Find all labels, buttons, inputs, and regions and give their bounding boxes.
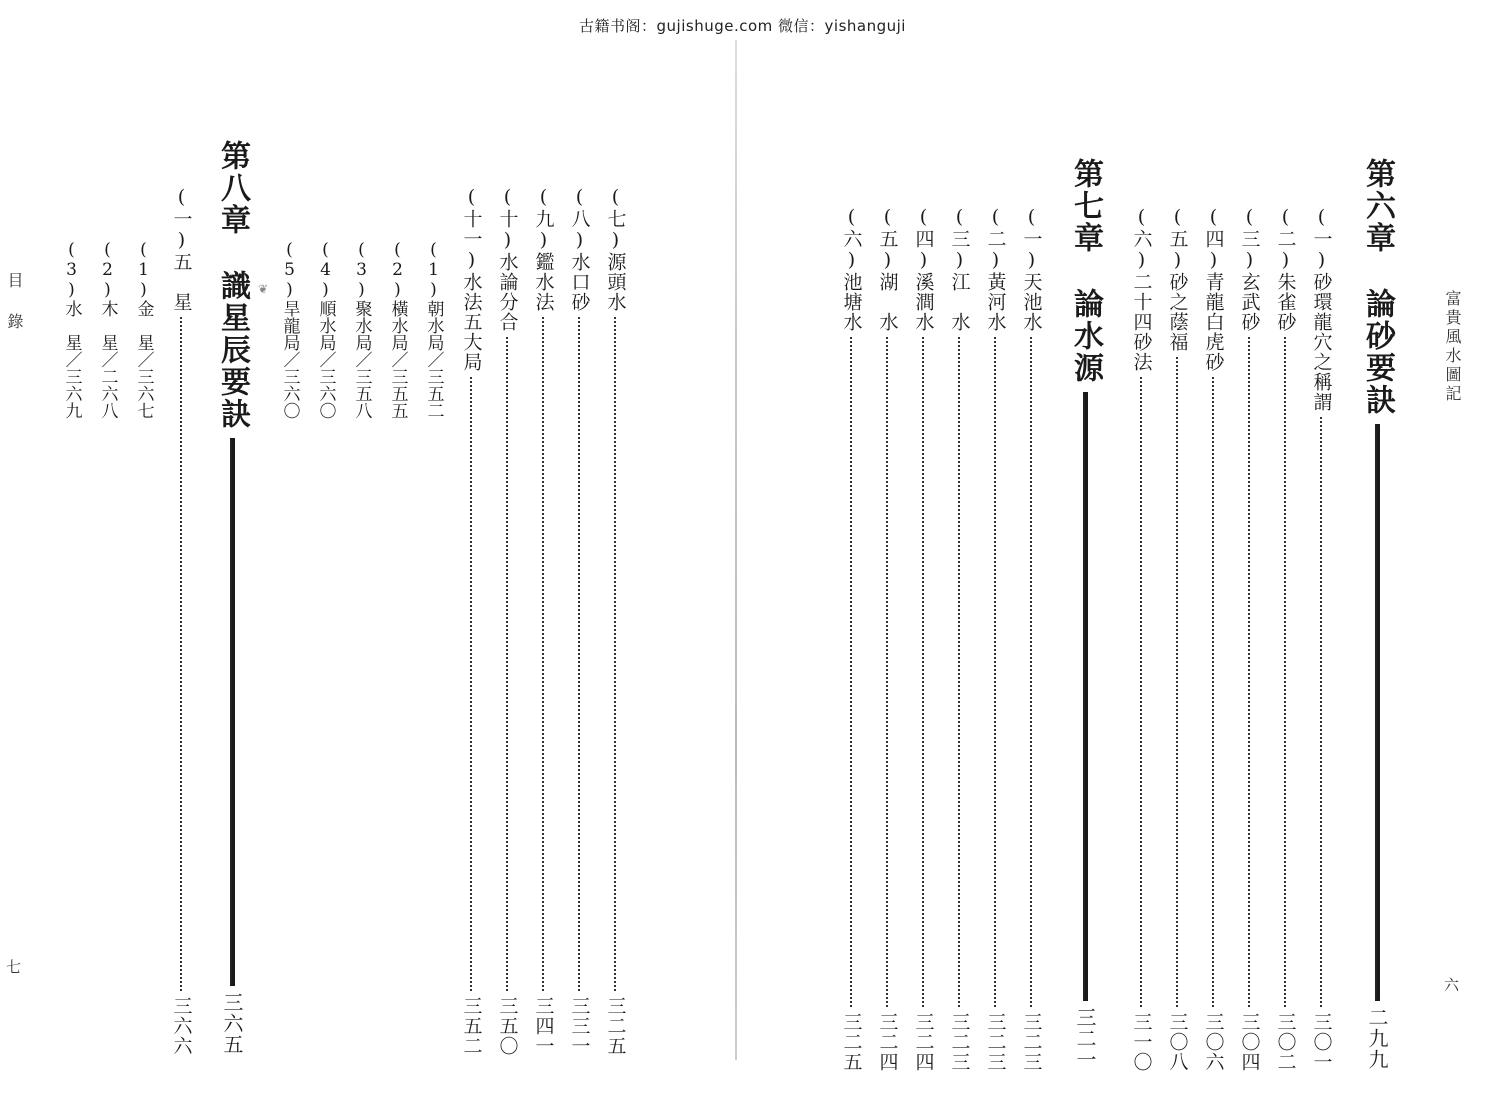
toc-entry [60,240,82,419]
toc-entry [460,186,482,1056]
watermark: 古籍书阁：gujishuge.com 微信：yishanguji [579,17,906,35]
toc-entry [132,240,154,419]
chapter-rule [1375,424,1380,1001]
toc-entry [350,240,372,419]
toc-entry-label: (八)水口砂 [568,186,591,312]
toc-entry [1238,206,1260,1072]
leader-dots [994,337,996,1007]
toc-entry-label: (3)水 星／三六九 [61,240,82,419]
toc-entry-page: 三二四 [912,1012,935,1072]
toc-entry [604,186,626,1056]
leader-dots [1140,377,1142,1007]
toc-entry-label: (六)池塘水 [840,206,863,332]
toc-entry [1020,206,1042,1072]
toc-entry [96,240,118,419]
chapter-heading [1068,158,1102,1070]
toc-entry-page: 三〇四 [1238,1012,1261,1072]
toc-entry-page: 三五二 [460,996,483,1056]
toc-entry-label: (4)順水局／三六〇 [315,240,336,419]
toc-entry-label: (四)青龍白虎砂 [1202,206,1225,372]
toc-entry-label: (2)橫水局／三五五 [387,240,408,419]
leader-dots [886,337,888,1007]
chapter-number: 第七章 [1068,158,1103,254]
toc-entry-page: 三二四 [876,1012,899,1072]
chapter-title: 論水源 [1068,288,1103,384]
toc-entry-label: (三)江 水 [948,206,971,332]
toc-entry [278,240,300,419]
chapter-heading [215,140,249,1055]
leader-dots [1248,337,1250,1007]
page-gutter [735,40,737,1060]
toc-entry [1274,206,1296,1072]
toc-entry [532,186,554,1056]
toc-entry-label: (六)二十四砂法 [1130,206,1153,372]
chapter-rule [230,438,235,986]
chapter-heading [1360,158,1394,1070]
toc-entry-label: (2)木 星／二六八 [97,240,118,419]
toc-entry-label: (一)天池水 [1020,206,1043,332]
scan-speck: ❦ [258,282,269,296]
toc-entry [1130,206,1152,1072]
leader-dots [1212,377,1214,1007]
toc-entry-page: 三三一 [568,996,591,1056]
toc-entry-page: 三五〇 [496,996,519,1056]
toc-entry-label: (一)五 星 [170,186,193,312]
toc-entry-label: (二)朱雀砂 [1274,206,1297,332]
toc-entry [568,186,590,1056]
toc-entry [984,206,1006,1072]
left-page-number: 七 [6,958,22,976]
chapter-page: 三二一 [1073,1007,1097,1070]
leader-dots [614,317,616,991]
toc-entry-page: 三〇一 [1310,1012,1333,1072]
toc-entry [1166,206,1188,1072]
toc-entry-label: (九)鑑水法 [532,186,555,312]
toc-entry [948,206,970,1072]
toc-entry-label: (5)旱龍局／三六〇 [279,240,300,419]
left-running-head: 目 錄 [5,272,24,332]
toc-entry [496,186,518,1056]
toc-entry-label: (三)玄武砂 [1238,206,1261,332]
toc-entry-page: 三二五 [604,996,627,1056]
toc-entry-label: (五)湖 水 [876,206,899,332]
leader-dots [1284,337,1286,1007]
toc-entry-label: (四)溪澗水 [912,206,935,332]
toc-entry [1202,206,1224,1072]
toc-entry-page: 三〇六 [1202,1012,1225,1072]
toc-entry [876,206,898,1072]
toc-entry-page: 三二三 [948,1012,971,1072]
chapter-number: 第八章 [215,140,250,236]
toc-entry-page: 三〇二 [1274,1012,1297,1072]
toc-entry [840,206,862,1072]
leader-dots [180,317,182,991]
leader-dots [958,337,960,1007]
leader-dots [470,377,472,991]
right-page-number: 六 [1444,976,1460,994]
chapter-rule [1083,392,1088,1001]
chapter-title: 論砂要訣 [1360,288,1395,416]
leader-dots [578,317,580,991]
toc-entry-label: (五)砂之蔭福 [1166,206,1189,352]
right-running-head: 富貴風水圖記 [1443,290,1462,404]
toc-entry-page: 三二三 [1020,1012,1043,1072]
chapter-number: 第六章 [1360,158,1395,254]
toc-entry-label: (七)源頭水 [604,186,627,312]
toc-entry-page: 三二五 [840,1012,863,1072]
toc-entry [170,186,192,1056]
chapter-title: 識星辰要訣 [215,270,250,430]
toc-entry-page: 三四一 [532,996,555,1056]
toc-entry-page: 三六六 [170,996,193,1056]
chapter-page: 三六五 [220,992,244,1055]
toc-entry-label: (1)金 星／三六七 [133,240,154,419]
toc-entry-label: (1)朝水局／三五二 [423,240,444,419]
leader-dots [1320,417,1322,1007]
leader-dots [1030,337,1032,1007]
leader-dots [1176,357,1178,1007]
toc-entry-label: (3)聚水局／三五八 [351,240,372,419]
toc-entry-page: 三〇八 [1166,1012,1189,1072]
toc-entry [912,206,934,1072]
toc-entry-page: 三二三 [984,1012,1007,1072]
toc-entry-label: (一)砂環龍穴之稱謂 [1310,206,1333,412]
toc-entry [386,240,408,419]
toc-entry-label: (十)水論分合 [496,186,519,332]
toc-entry-page: 三一〇 [1130,1012,1153,1072]
leader-dots [506,337,508,991]
leader-dots [850,337,852,1007]
chapter-page: 二九九 [1365,1007,1389,1070]
toc-entry-label: (十一)水法五大局 [460,186,483,372]
leader-dots [922,337,924,1007]
leader-dots [542,317,544,991]
toc-entry [422,240,444,419]
toc-entry [314,240,336,419]
toc-entry [1310,206,1332,1072]
toc-entry-label: (二)黃河水 [984,206,1007,332]
